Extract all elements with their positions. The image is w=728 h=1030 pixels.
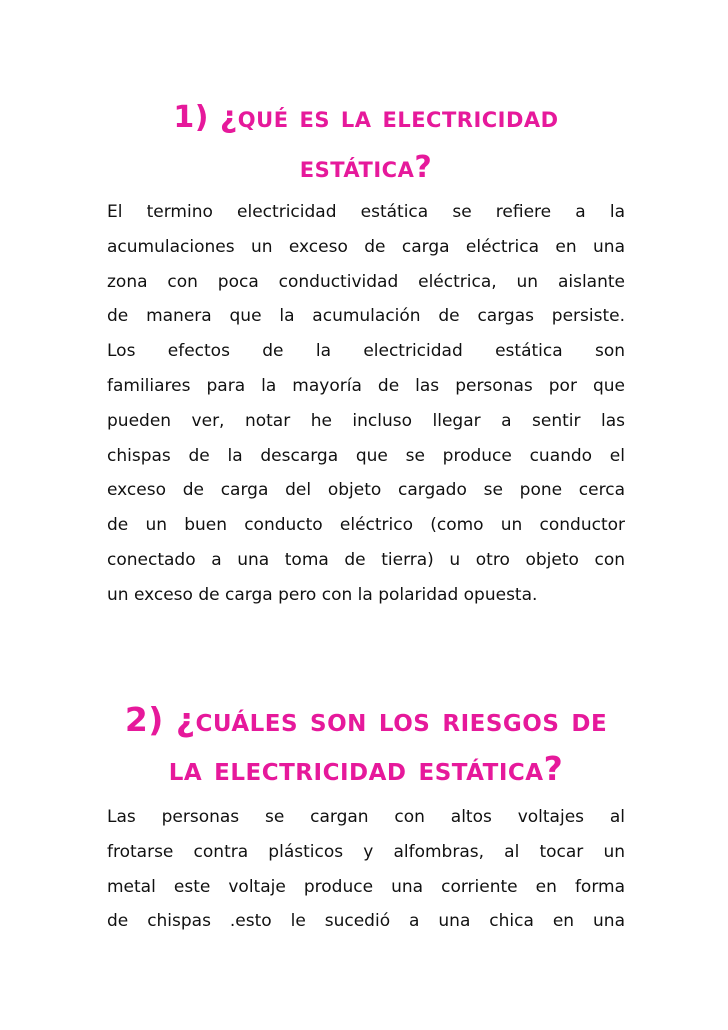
paragraph-line: de un buen conducto eléctrico (como un conductor (107, 515, 625, 536)
paragraph-line: de manera que la acumulación de cargas persiste. (107, 306, 625, 327)
section-1-heading-line-2: estática? (299, 150, 433, 185)
section-1-paragraph (107, 195, 625, 613)
paragraph-line: exceso de carga del objeto cargado se pone cerca (107, 480, 625, 501)
section-2-heading-line-2: la electricidad estática? (168, 749, 564, 788)
section-2-heading-line-1: 2) ¿cuáles son los riesgos de (124, 700, 608, 739)
paragraph-line: conectado a una toma de tierra) u otro objeto con (107, 549, 625, 570)
paragraph-line: acumulaciones un exceso de carga eléctrica en una (107, 236, 625, 257)
paragraph-line: de chispas .esto le sucedió a una chica en una (107, 911, 625, 932)
paragraph-line: chispas de la descarga que se produce cuando el (107, 445, 625, 466)
section-2-heading (107, 695, 625, 793)
paragraph-line: El termino electricidad estática se refiere a la (107, 202, 625, 222)
paragraph-line: zona con poca conductividad eléctrica, un aislante (107, 271, 625, 292)
paragraph-line: frotarse contra plásticos y alfombras, al tocar un (107, 841, 625, 862)
paragraph-line: Los efectos de la electricidad estática son (107, 341, 625, 362)
paragraph-line: un exceso de carga pero con la polaridad opuesta. (107, 584, 538, 605)
paragraph-line: metal este voltaje produce una corriente en forma (107, 876, 625, 897)
section-2-paragraph (107, 800, 625, 939)
paragraph-line: pueden ver, notar he incluso llegar a sentir las (107, 410, 625, 431)
section-1-heading (107, 93, 625, 193)
paragraph-line: Las personas se cargan con altos voltajes al (107, 807, 625, 827)
section-1-heading-line-1: 1) ¿qué es la electricidad (173, 100, 559, 135)
paragraph-line: familiares para la mayoría de las personas por que (107, 375, 625, 396)
